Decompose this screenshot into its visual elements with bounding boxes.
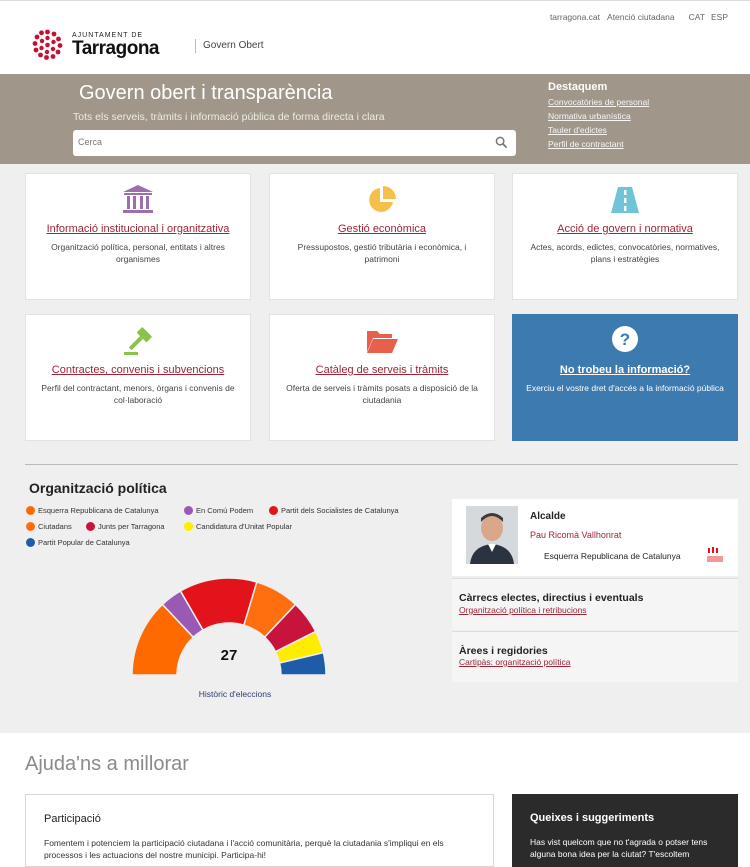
card-no-trobeu-informacio[interactable] xyxy=(512,314,738,441)
card-description: Actes, acords, edictes, convocatòries, normatives, plans i estratègies xyxy=(530,242,720,264)
featured-link-tauler[interactable]: Tauler d'edictes xyxy=(548,125,607,135)
lang-cat[interactable]: CAT xyxy=(688,12,705,22)
card-title[interactable]: No trobeu la informació? xyxy=(559,364,691,376)
help-title: Ajuda'ns a millorar xyxy=(25,753,189,775)
card-title[interactable]: Gestió econòmica xyxy=(337,223,427,235)
section-divider xyxy=(25,464,738,465)
lang-esp[interactable]: ESP xyxy=(710,12,728,22)
box-title: Càrrecs electes, directius i eventuals xyxy=(459,592,644,604)
complaints-title: Queixes i suggeriments xyxy=(530,812,655,824)
card-gestio-economica[interactable] xyxy=(269,173,495,300)
card-description: Organització política, personal, entitats i altres organismes xyxy=(51,242,225,264)
box-link[interactable]: Cartipàs: organització política xyxy=(459,657,571,667)
complaints-card[interactable] xyxy=(512,794,738,867)
question-icon xyxy=(611,325,639,353)
card-title[interactable]: Acció de govern i normativa xyxy=(557,223,693,235)
legend-dot xyxy=(184,522,193,531)
card-title[interactable]: Informació institucional i organitzativa xyxy=(46,223,230,235)
legend-item: Junts per Tarragona xyxy=(86,522,165,531)
legend-item: Partit dels Socialistes de Catalunya xyxy=(269,506,399,515)
legend-dot xyxy=(86,522,95,531)
legend-dot xyxy=(269,506,278,515)
mayor-role: Alcalde xyxy=(530,511,566,522)
mayor-photo xyxy=(466,506,518,564)
top-header xyxy=(0,0,750,74)
participation-text: Fomentem i potenciem la participació ciutadana i l'acció comunitària, perquè la ciutadania s'impliqui en els processos i les actuacions del nostre municipi. Participa-hi! xyxy=(44,838,444,860)
card-contractes[interactable] xyxy=(25,314,251,441)
election-history-link[interactable]: Històric d'eleccions xyxy=(198,689,272,699)
legend-item: Partit Popular de Catalunya xyxy=(26,538,130,547)
legend-dot xyxy=(184,506,193,515)
legend-item: Candidatura d'Unitat Popular xyxy=(184,522,292,531)
pie-chart-icon xyxy=(366,184,398,216)
mayor-card[interactable] xyxy=(452,499,738,576)
legend-item: Ciutadans xyxy=(26,522,72,531)
box-link[interactable]: Organització política i retribucions xyxy=(459,605,587,615)
participation-card[interactable] xyxy=(25,794,494,867)
card-title[interactable]: Catàleg de serveis i tràmits xyxy=(315,364,449,376)
featured-link-normativa[interactable]: Normativa urbanística xyxy=(548,111,631,121)
card-description: Perfil del contractant, menors, òrgans i convenis de col·laboració xyxy=(41,383,235,405)
logo-name: Tarragona xyxy=(72,37,160,59)
svg-text:?: ? xyxy=(619,330,631,349)
card-informacio-institucional[interactable] xyxy=(25,173,251,300)
party-logo-icon xyxy=(705,546,725,564)
box-title: Àrees i regidories xyxy=(459,645,548,657)
featured-link-convocatories[interactable]: Convocatòries de personal xyxy=(548,97,650,107)
participation-title: Participació xyxy=(44,813,101,825)
card-description: Pressupostos, gestió tributària i econòmica, i patrimoni xyxy=(297,242,467,264)
section-name[interactable]: Govern Obert xyxy=(195,39,264,53)
search-placeholder: Cerca xyxy=(78,137,103,147)
featured-link-perfil[interactable]: Perfil de contractant xyxy=(548,139,624,149)
legend-dot xyxy=(26,538,35,547)
search-icon[interactable] xyxy=(495,136,508,149)
institution-icon xyxy=(121,184,155,216)
link-atencio-ciutadana[interactable]: Atenció ciutadana xyxy=(607,12,675,22)
road-icon xyxy=(609,184,641,216)
site-logo[interactable] xyxy=(32,29,159,60)
card-title[interactable]: Contractes, convenis i subvencions xyxy=(51,364,225,376)
page-title: Govern obert i transparència xyxy=(79,82,333,104)
folder-open-icon xyxy=(365,325,399,357)
featured-title: Destaquem xyxy=(548,81,608,93)
top-links xyxy=(543,12,728,22)
legend-item: En Comú Podem xyxy=(184,506,253,515)
elected-positions-box[interactable] xyxy=(452,578,738,630)
page-subtitle: Tots els serveis, tràmits i informació pública de forma directa i clara xyxy=(73,111,385,123)
gavel-icon xyxy=(122,325,154,357)
card-description: Exerciu el vostre dret d'accés a la informació pública xyxy=(526,383,724,393)
logo-small-text: AJUNTAMENT DE xyxy=(72,31,144,39)
card-cataleg-serveis[interactable] xyxy=(269,314,495,441)
legend-dot xyxy=(26,506,35,515)
tarragona-logo-icon xyxy=(32,29,63,60)
hero-banner xyxy=(0,74,750,164)
mayor-party: Esquerra Republicana de Catalunya xyxy=(544,551,681,561)
card-description: Oferta de serveis i tràmits posats a disposició de la ciutadania xyxy=(286,383,478,405)
mayor-name[interactable]: Pau Ricomà Vallhonrat xyxy=(530,530,622,540)
link-tarragona-cat[interactable]: tarragona.cat xyxy=(549,12,601,22)
legend-item: Esquerra Republicana de Catalunya xyxy=(26,506,159,515)
search-input[interactable] xyxy=(73,130,516,156)
total-seats: 27 xyxy=(220,647,238,664)
organization-title: Organització política xyxy=(29,480,167,496)
featured-links xyxy=(548,81,649,153)
legend-dot xyxy=(26,522,35,531)
areas-box[interactable] xyxy=(452,631,738,682)
card-accio-govern[interactable] xyxy=(512,173,738,300)
complaints-text: Has vist quelcom que no t'agrada o potser tens alguna bona idea per la ciutat? T'escoltem xyxy=(530,837,708,859)
